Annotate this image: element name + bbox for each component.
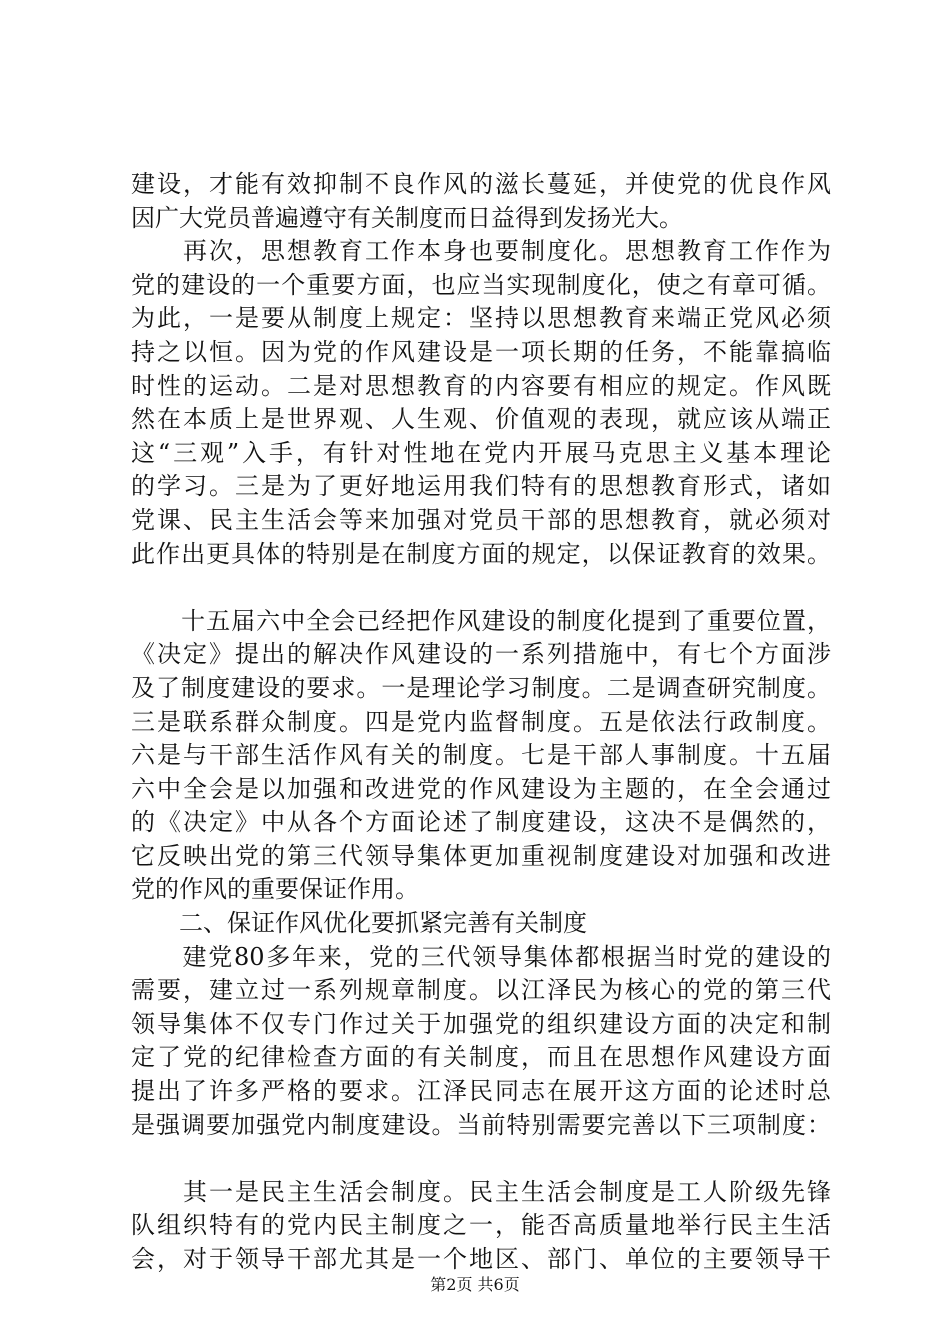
page-footer: 第2页 共6页: [430, 1275, 520, 1294]
text-line: 时性的运动。二是对思想教育的内容要有相应的规定。作风既: [131, 371, 831, 400]
text-line: 的《决定》中从各个方面论述了制度建设，这决不是偶然的，: [131, 808, 831, 837]
text-line: 六是与干部生活作风有关的制度。七是干部人事制度。十五届: [131, 741, 831, 770]
text-line: 队组织特有的党内民主制度之一，能否高质量地举行民主生活: [131, 1211, 831, 1240]
text-line: 持之以恒。因为党的作风建设是一项长期的任务，不能靠搞临: [131, 337, 831, 366]
text-line: 建设，才能有效抑制不良作风的滋长蔓延，并使党的优良作风: [131, 170, 831, 198]
text-line: 《决定》提出的解决作风建设的一系列措施中，有七个方面涉: [131, 640, 831, 669]
text-line: 然在本质上是世界观、人生观、价值观的表现，就应该从端正: [131, 405, 831, 434]
text-line: 提出了许多严格的要求。江泽民同志在展开这方面的论述时总: [131, 1077, 831, 1106]
section-heading: 二、保证作风优化要抓紧完善有关制度: [131, 909, 587, 938]
text-line: 领导集体不仅专门作过关于加强党的组织建设方面的决定和制: [131, 1009, 831, 1038]
text-line: 十五届六中全会已经把作风建设的制度化提到了重要位置，: [131, 606, 831, 635]
text-line: 三是联系群众制度。四是党内监督制度。五是依法行政制度。: [131, 707, 831, 736]
paragraph-gap: [131, 571, 831, 605]
body-text: [131, 168, 831, 1277]
text-line: 建党80多年来，党的三代领导集体都根据当时党的建设的: [131, 942, 831, 971]
text-line: 的学习。三是为了更好地运用我们特有的思想教育形式，诸如: [131, 472, 831, 501]
text-line: 这“三观”入手，有针对性地在党内开展马克思主义基本理论: [131, 438, 831, 467]
text-line: 它反映出党的第三代领导集体更加重视制度建设对加强和改进: [131, 841, 831, 870]
text-line: 因广大党员普遍遵守有关制度而日益得到发扬光大。: [131, 203, 683, 232]
text-line: 六中全会是以加强和改进党的作风建设为主题的，在全会通过: [131, 774, 831, 803]
text-line: 需要，建立过一系列规章制度。以江泽民为核心的党的第三代: [131, 976, 831, 1005]
text-line: 及了制度建设的要求。一是理论学习制度。二是调查研究制度。: [131, 673, 831, 702]
text-line: 再次，思想教育工作本身也要制度化。思想教育工作作为: [131, 237, 831, 266]
text-line: 为此，一是要从制度上规定：坚持以思想教育来端正党风必须: [131, 304, 831, 333]
text-line: 党的作风的重要保证作用。: [131, 875, 419, 904]
text-line: 定了党的纪律检查方面的有关制度，而且在思想作风建设方面: [131, 1043, 831, 1072]
text-line: 会，对于领导干部尤其是一个地区、部门、单位的主要领导干: [131, 1245, 831, 1273]
text-line: 其一是民主生活会制度。民主生活会制度是工人阶级先锋: [131, 1177, 831, 1206]
text-line: 是强调要加强党内制度建设。当前特别需要完善以下三项制度：: [131, 1110, 831, 1139]
text-line: 此作出更具体的特别是在制度方面的规定，以保证教育的效果。: [131, 539, 831, 568]
text-line: 党的建设的一个重要方面，也应当实现制度化，使之有章可循。: [131, 270, 831, 299]
text-line: 党课、民主生活会等来加强对党员干部的思想教育，就必须对: [131, 505, 831, 534]
paragraph-gap: [131, 1142, 831, 1176]
